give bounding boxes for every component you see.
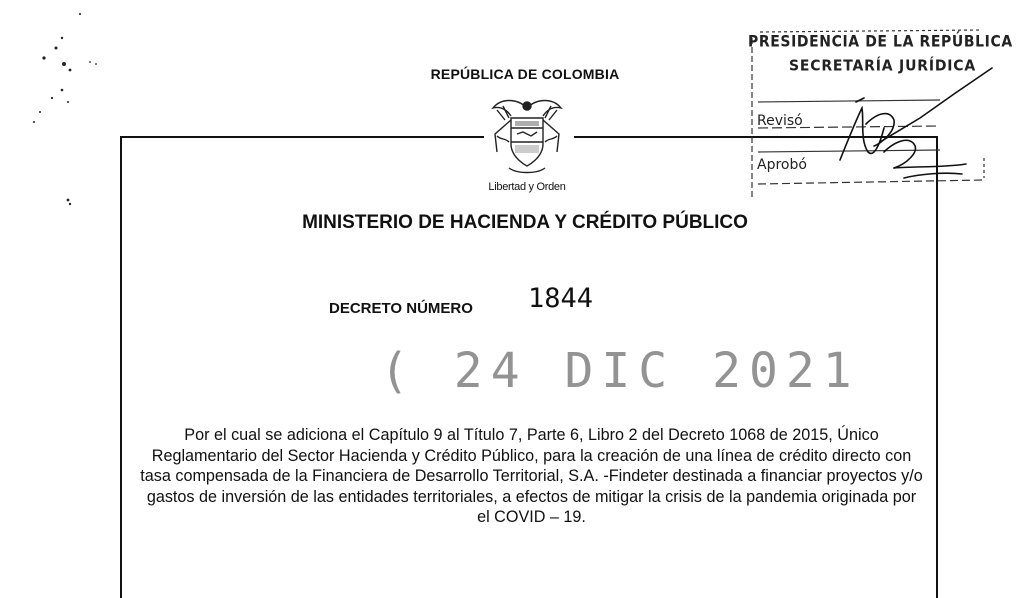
country-heading: REPÚBLICA DE COLOMBIA [430, 66, 620, 82]
scan-specks [0, 0, 120, 220]
coat-of-arms-icon [487, 94, 567, 178]
stamp-secretariat: SECRETARÍA JURÍDICA [789, 57, 976, 75]
date-stamp: ( 24 DIC 2021 [380, 343, 860, 399]
ministry-title: MINISTERIO DE HACIENDA Y CRÉDITO PÚBLICO [302, 212, 748, 233]
handwritten-signature-icon [744, 28, 1013, 208]
decree-number: 1844 [528, 283, 594, 314]
decree-epigraph: Por el cual se adiciona el Capítulo 9 al Título 7, Parte 6, Libro 2 del Decreto 1068 de 2015, Único Reglamentario del Sector Hacienda y Crédito Público, para la creación de una línea de crédito directo con tasa compensada de la Financiera de Desarrollo Territorial, S.A. -Findeter destinada a financiar proyectos y/o gastos de inversión de las entidades territoriales, a efectos de mitigar la crisis de la pandemia originada por el COVID – 19. [140, 426, 923, 526]
decree-label: DECRETO NÚMERO [329, 300, 473, 317]
stamp-reviewed-label: Revisó [757, 113, 803, 129]
stamp-presidency: PRESIDENCIA DE LA REPÚBLICA [748, 32, 1013, 52]
motto: Libertad y Orden [488, 181, 566, 193]
stamp-approved-label: Aprobó [757, 157, 807, 173]
